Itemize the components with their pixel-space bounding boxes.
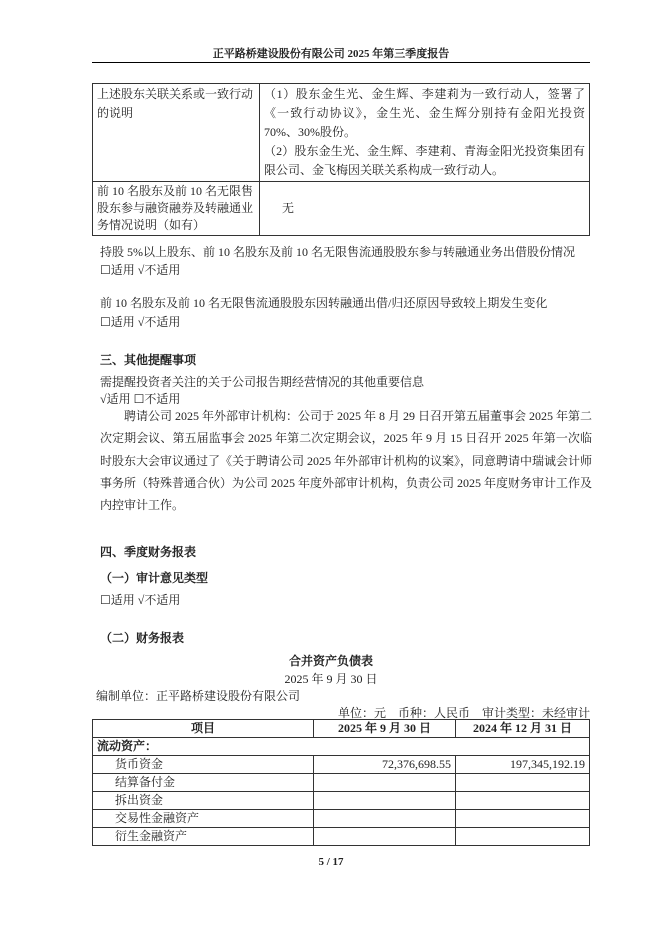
table-row	[93, 84, 590, 182]
column-header: 2024 年 12 月 31 日	[456, 720, 590, 738]
table-row	[93, 756, 590, 774]
section3-heading: 三、其他提醒事项	[100, 353, 197, 367]
unit-line: 单位：元 币种：人民币 审计类型：未经审计	[337, 706, 590, 720]
balance-sheet-table	[92, 719, 590, 846]
header-divider	[92, 62, 590, 63]
shareholder-relations-table	[92, 83, 590, 236]
table-row	[93, 738, 590, 756]
section3-intro: 需提醒投资者关注的关于公司报告期经营情况的其他重要信息	[100, 375, 425, 389]
row-value: 无	[260, 182, 590, 236]
previous-cell: 197,345,192.19	[456, 756, 590, 774]
change-options: ☐适用 √不适用	[100, 315, 181, 329]
section-label: 流动资产：	[93, 738, 590, 756]
page-number: 5 / 17	[318, 856, 344, 868]
current-cell	[314, 774, 456, 792]
current-cell: 72,376,698.55	[314, 756, 456, 774]
table-header-row	[93, 720, 590, 738]
previous-cell	[456, 810, 590, 828]
item-cell: 拆出资金	[93, 792, 314, 810]
current-cell	[314, 810, 456, 828]
column-header: 2025 年 9 月 30 日	[314, 720, 456, 738]
balance-sheet-title: 合并资产负债表	[288, 654, 373, 668]
row-label: 上述股东关联关系或一致行动的说明	[93, 84, 260, 182]
table-row	[93, 792, 590, 810]
item-cell: 交易性金融资产	[93, 810, 314, 828]
row-value-line: （2）股东金生光、金生辉、李建莉、青海金阳光投资集团有限公司、金飞梅因关联关系构成一致行动人。	[264, 144, 585, 177]
previous-cell	[456, 774, 590, 792]
item-cell: 货币资金	[93, 756, 314, 774]
page-header: 正平路桥建设股份有限公司 2025 年第三季度报告	[212, 48, 450, 60]
row-value-line: （1）股东金生光、金生辉、李建莉为一致行动人，签署了《一致行动协议》，金生光、金生辉分别持有金阳光投资 70%、30%股份。	[264, 87, 585, 139]
table-row	[93, 774, 590, 792]
table-row	[93, 182, 590, 236]
lending-options: ☐适用 √不适用	[100, 263, 181, 277]
table-row	[93, 828, 590, 846]
audit-opinion-heading: （一）审计意见类型	[100, 571, 209, 585]
section3-options: √适用 ☐不适用	[100, 392, 181, 406]
item-cell: 结算备付金	[93, 774, 314, 792]
item-cell: 衍生金融资产	[93, 828, 314, 846]
section4-heading: 四、季度财务报表	[100, 545, 197, 559]
audit-opinion-options: ☐适用 √不适用	[100, 593, 181, 607]
previous-cell	[456, 792, 590, 810]
section3-paragraph: 聘请公司 2025 年外部审计机构：公司于 2025 年 8 月 29 日召开第五届董事会 2025 年第二次定期会议、第五届监事会 2025 年第二次定期会议，2025 年 9 月 15 日召开 2025 年第一次临时股东大会审议通过了《关于聘请公司 2025 年外部审计机构的议案》，同意聘请中瑞诚会计师事务所（特殊普通合伙）为公司 2025 年度外部审计机构，负责公司 2025 年度财务审计工作及内控审计工作。	[100, 409, 593, 513]
row-label: 前 10 名股东及前 10 名无限售股东参与融资融券及转融通业务情况说明（如有）	[93, 182, 260, 236]
column-header: 项目	[93, 720, 314, 738]
change-text: 前 10 名股东及前 10 名无限售流通股股东因转融通出借/归还原因导致较上期发生变化	[100, 296, 548, 310]
prepared-by: 编制单位：正平路桥建设股份有限公司	[96, 689, 301, 703]
balance-sheet-date: 2025 年 9 月 30 日	[284, 672, 378, 686]
lending-text: 持股 5%以上股东、前 10 名股东及前 10 名无限售流通股股东参与转融通业务出借股份情况	[100, 245, 575, 259]
table-row	[93, 810, 590, 828]
financial-statements-heading: （二）财务报表	[100, 631, 185, 645]
previous-cell	[456, 828, 590, 846]
current-cell	[314, 792, 456, 810]
current-cell	[314, 828, 456, 846]
